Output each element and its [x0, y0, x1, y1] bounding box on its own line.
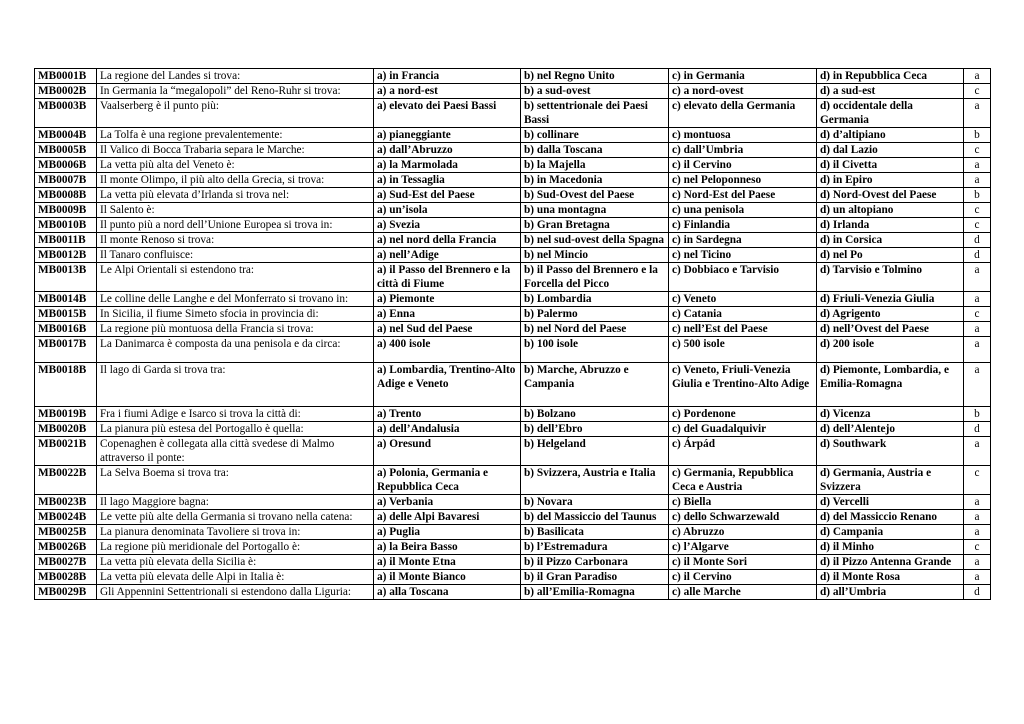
correct-answer: a [964, 322, 991, 337]
question-code: MB0005B [35, 143, 97, 158]
correct-answer: a [964, 525, 991, 540]
question-text: Il lago di Garda si trova tra: [97, 363, 374, 407]
question-text: Il lago Maggiore bagna: [97, 495, 374, 510]
option-c: c) Veneto, Friuli-Venezia Giulia e Trentino-Alto Adige [669, 363, 817, 407]
question-code: MB0007B [35, 173, 97, 188]
option-b: b) Basilicata [521, 525, 669, 540]
question-text: La pianura più estesa del Portogallo è quella: [97, 422, 374, 437]
question-code: MB0019B [35, 407, 97, 422]
question-code: MB0029B [35, 585, 97, 600]
option-c: c) dall’Umbria [669, 143, 817, 158]
correct-answer: c [964, 84, 991, 99]
question-code: MB0022B [35, 466, 97, 495]
option-c: c) Germania, Repubblica Ceca e Austria [669, 466, 817, 495]
option-a: a) un’isola [374, 203, 521, 218]
table-row [35, 173, 991, 188]
table-row [35, 466, 991, 495]
option-d: d) il Pizzo Antenna Grande [817, 555, 964, 570]
option-b: b) Sud-Ovest del Paese [521, 188, 669, 203]
table-row [35, 407, 991, 422]
option-c: c) Catania [669, 307, 817, 322]
option-a: a) alla Toscana [374, 585, 521, 600]
correct-answer: d [964, 422, 991, 437]
option-b: b) a sud-ovest [521, 84, 669, 99]
option-a: a) Polonia, Germania e Repubblica Ceca [374, 466, 521, 495]
option-b: b) l’Estremadura [521, 540, 669, 555]
question-code: MB0008B [35, 188, 97, 203]
question-text: La vetta più elevata della Sicilia è: [97, 555, 374, 570]
correct-answer: c [964, 218, 991, 233]
question-code: MB0013B [35, 263, 97, 292]
question-code: MB0001B [35, 69, 97, 84]
option-a: a) in Tessaglia [374, 173, 521, 188]
option-a: a) il Monte Etna [374, 555, 521, 570]
question-code: MB0017B [35, 337, 97, 363]
option-d: d) Campania [817, 525, 964, 540]
option-d: d) d’altipiano [817, 128, 964, 143]
question-text: La vetta più elevata delle Alpi in Italia è: [97, 570, 374, 585]
option-a: a) il Monte Bianco [374, 570, 521, 585]
quiz-sheet [34, 68, 991, 600]
table-row [35, 585, 991, 600]
option-a: a) il Passo del Brennero e la città di Fiume [374, 263, 521, 292]
quiz-table [34, 68, 991, 600]
correct-answer: a [964, 158, 991, 173]
question-code: MB0023B [35, 495, 97, 510]
option-a: a) in Francia [374, 69, 521, 84]
option-b: b) Bolzano [521, 407, 669, 422]
option-a: a) a nord-est [374, 84, 521, 99]
option-a: a) Piemonte [374, 292, 521, 307]
question-text: Il Valico di Bocca Trabaria separa le Marche: [97, 143, 374, 158]
question-code: MB0020B [35, 422, 97, 437]
table-row [35, 540, 991, 555]
option-c: c) 500 isole [669, 337, 817, 363]
question-code: MB0021B [35, 437, 97, 466]
option-b: b) Svizzera, Austria e Italia [521, 466, 669, 495]
option-c: c) in Germania [669, 69, 817, 84]
option-c: c) Abruzzo [669, 525, 817, 540]
option-d: d) del Massiccio Renano [817, 510, 964, 525]
option-c: c) nel Ticino [669, 248, 817, 263]
option-a: a) dall’Abruzzo [374, 143, 521, 158]
correct-answer: a [964, 570, 991, 585]
option-c: c) il Monte Sori [669, 555, 817, 570]
option-c: c) a nord-ovest [669, 84, 817, 99]
option-d: d) dal Lazio [817, 143, 964, 158]
option-a: a) nel nord della Francia [374, 233, 521, 248]
question-text: Le Alpi Orientali si estendono tra: [97, 263, 374, 292]
option-c: c) Finlandia [669, 218, 817, 233]
option-d: d) a sud-est [817, 84, 964, 99]
table-row [35, 128, 991, 143]
table-row [35, 203, 991, 218]
table-row [35, 69, 991, 84]
question-code: MB0006B [35, 158, 97, 173]
correct-answer: a [964, 510, 991, 525]
question-code: MB0004B [35, 128, 97, 143]
table-row [35, 292, 991, 307]
table-row [35, 570, 991, 585]
option-b: b) nel sud-ovest della Spagna [521, 233, 669, 248]
question-code: MB0015B [35, 307, 97, 322]
question-code: MB0027B [35, 555, 97, 570]
question-text: Il punto più a nord dell’Unione Europea si trova in: [97, 218, 374, 233]
option-d: d) dell’Alentejo [817, 422, 964, 437]
option-c: c) del Guadalquivir [669, 422, 817, 437]
table-row [35, 495, 991, 510]
option-d: d) Agrigento [817, 307, 964, 322]
table-row [35, 363, 991, 407]
question-text: Il Tanaro confluisce: [97, 248, 374, 263]
option-a: a) dell’Andalusia [374, 422, 521, 437]
correct-answer: a [964, 337, 991, 363]
table-row [35, 437, 991, 466]
option-c: c) Veneto [669, 292, 817, 307]
option-d: d) 200 isole [817, 337, 964, 363]
option-d: d) Friuli-Venezia Giulia [817, 292, 964, 307]
option-d: d) Germania, Austria e Svizzera [817, 466, 964, 495]
correct-answer: c [964, 466, 991, 495]
option-b: b) il Gran Paradiso [521, 570, 669, 585]
option-c: c) alle Marche [669, 585, 817, 600]
option-d: d) nell’Ovest del Paese [817, 322, 964, 337]
question-text: Copenaghen è collegata alla città svedese di Malmo attraverso il ponte: [97, 437, 374, 466]
correct-answer: a [964, 437, 991, 466]
option-b: b) Gran Bretagna [521, 218, 669, 233]
correct-answer: b [964, 407, 991, 422]
question-text: Il monte Renoso si trova: [97, 233, 374, 248]
option-d: d) in Repubblica Ceca [817, 69, 964, 84]
table-row [35, 422, 991, 437]
option-d: d) in Epiro [817, 173, 964, 188]
option-b: b) nel Regno Unito [521, 69, 669, 84]
option-a: a) Sud-Est del Paese [374, 188, 521, 203]
question-text: La regione più meridionale del Portogallo è: [97, 540, 374, 555]
correct-answer: d [964, 585, 991, 600]
option-c: c) una penisola [669, 203, 817, 218]
quiz-table-body [35, 69, 991, 600]
table-row [35, 322, 991, 337]
question-text: Gli Appennini Settentrionali si estendono dalla Liguria: [97, 585, 374, 600]
option-d: d) Nord-Ovest del Paese [817, 188, 964, 203]
option-b: b) Helgeland [521, 437, 669, 466]
question-text: Le colline delle Langhe e del Monferrato si trovano in: [97, 292, 374, 307]
correct-answer: a [964, 99, 991, 128]
table-row [35, 248, 991, 263]
option-d: d) il Minho [817, 540, 964, 555]
question-text: La vetta più alta del Veneto è: [97, 158, 374, 173]
question-code: MB0010B [35, 218, 97, 233]
option-d: d) Piemonte, Lombardia, e Emilia-Romagna [817, 363, 964, 407]
table-row [35, 218, 991, 233]
option-b: b) dalla Toscana [521, 143, 669, 158]
table-row [35, 233, 991, 248]
table-row [35, 337, 991, 363]
option-b: b) il Passo del Brennero e la Forcella del Picco [521, 263, 669, 292]
option-d: d) il Civetta [817, 158, 964, 173]
option-b: b) Palermo [521, 307, 669, 322]
question-text: La vetta più elevata d’Irlanda si trova nel: [97, 188, 374, 203]
option-c: c) Pordenone [669, 407, 817, 422]
option-c: c) Biella [669, 495, 817, 510]
table-row [35, 188, 991, 203]
option-a: a) la Marmolada [374, 158, 521, 173]
question-code: MB0002B [35, 84, 97, 99]
question-code: MB0024B [35, 510, 97, 525]
correct-answer: d [964, 248, 991, 263]
correct-answer: a [964, 555, 991, 570]
option-d: d) all’Umbria [817, 585, 964, 600]
question-code: MB0028B [35, 570, 97, 585]
option-d: d) Tarvisio e Tolmino [817, 263, 964, 292]
option-a: a) 400 isole [374, 337, 521, 363]
option-d: d) Irlanda [817, 218, 964, 233]
question-code: MB0011B [35, 233, 97, 248]
option-d: d) Vercelli [817, 495, 964, 510]
option-b: b) Novara [521, 495, 669, 510]
option-a: a) nel Sud del Paese [374, 322, 521, 337]
correct-answer: d [964, 233, 991, 248]
option-a: a) Oresund [374, 437, 521, 466]
option-c: c) l’Algarve [669, 540, 817, 555]
correct-answer: a [964, 292, 991, 307]
correct-answer: c [964, 307, 991, 322]
option-c: c) elevato della Germania [669, 99, 817, 128]
question-text: La Selva Boema si trova tra: [97, 466, 374, 495]
option-b: b) la Majella [521, 158, 669, 173]
option-b: b) una montagna [521, 203, 669, 218]
option-d: d) nel Po [817, 248, 964, 263]
correct-answer: b [964, 128, 991, 143]
option-c: c) dello Schwarzewald [669, 510, 817, 525]
option-b: b) dell’Ebro [521, 422, 669, 437]
question-text: La Danimarca è composta da una penisola e da circa: [97, 337, 374, 363]
table-row [35, 99, 991, 128]
option-b: b) all’Emilia-Romagna [521, 585, 669, 600]
option-a: a) delle Alpi Bavaresi [374, 510, 521, 525]
question-code: MB0018B [35, 363, 97, 407]
option-c: c) nel Peloponneso [669, 173, 817, 188]
question-text: Fra i fiumi Adige e Isarco si trova la città di: [97, 407, 374, 422]
question-code: MB0025B [35, 525, 97, 540]
option-c: c) Nord-Est del Paese [669, 188, 817, 203]
option-c: c) in Sardegna [669, 233, 817, 248]
option-c: c) nell’Est del Paese [669, 322, 817, 337]
option-b: b) il Pizzo Carbonara [521, 555, 669, 570]
option-a: a) elevato dei Paesi Bassi [374, 99, 521, 128]
option-a: a) Trento [374, 407, 521, 422]
correct-answer: a [964, 363, 991, 407]
table-row [35, 158, 991, 173]
question-code: MB0009B [35, 203, 97, 218]
table-row [35, 84, 991, 99]
option-d: d) Vicenza [817, 407, 964, 422]
question-text: In Germania la “megalopoli” del Reno-Ruhr si trova: [97, 84, 374, 99]
question-code: MB0026B [35, 540, 97, 555]
question-text: Il monte Olimpo, il più alto della Grecia, si trova: [97, 173, 374, 188]
table-row [35, 510, 991, 525]
option-c: c) Árpád [669, 437, 817, 466]
option-a: a) pianeggiante [374, 128, 521, 143]
question-text: La Tolfa è una regione prevalentemente: [97, 128, 374, 143]
option-a: a) Puglia [374, 525, 521, 540]
correct-answer: a [964, 69, 991, 84]
option-d: d) un altopiano [817, 203, 964, 218]
option-b: b) in Macedonia [521, 173, 669, 188]
question-code: MB0003B [35, 99, 97, 128]
option-c: c) montuosa [669, 128, 817, 143]
table-row [35, 525, 991, 540]
question-code: MB0014B [35, 292, 97, 307]
option-b: b) del Massiccio del Taunus [521, 510, 669, 525]
question-text: Le vette più alte della Germania si trovano nella catena: [97, 510, 374, 525]
option-a: a) la Beira Basso [374, 540, 521, 555]
question-text: La pianura denominata Tavoliere si trova in: [97, 525, 374, 540]
correct-answer: a [964, 263, 991, 292]
option-b: b) nel Mincio [521, 248, 669, 263]
option-d: d) il Monte Rosa [817, 570, 964, 585]
question-text: In Sicilia, il fiume Simeto sfocia in provincia di: [97, 307, 374, 322]
option-a: a) Enna [374, 307, 521, 322]
option-d: d) Southwark [817, 437, 964, 466]
option-a: a) Lombardia, Trentino-Alto Adige e Veneto [374, 363, 521, 407]
option-d: d) occidentale della Germania [817, 99, 964, 128]
table-row [35, 263, 991, 292]
correct-answer: b [964, 188, 991, 203]
correct-answer: a [964, 495, 991, 510]
question-text: La regione del Landes si trova: [97, 69, 374, 84]
option-b: b) settentrionale dei Paesi Bassi [521, 99, 669, 128]
option-b: b) 100 isole [521, 337, 669, 363]
table-row [35, 143, 991, 158]
option-b: b) nel Nord del Paese [521, 322, 669, 337]
correct-answer: c [964, 540, 991, 555]
option-a: a) Verbania [374, 495, 521, 510]
option-c: c) il Cervino [669, 570, 817, 585]
question-code: MB0012B [35, 248, 97, 263]
table-row [35, 307, 991, 322]
correct-answer: c [964, 203, 991, 218]
option-b: b) Marche, Abruzzo e Campania [521, 363, 669, 407]
option-d: d) in Corsica [817, 233, 964, 248]
correct-answer: a [964, 173, 991, 188]
option-c: c) il Cervino [669, 158, 817, 173]
question-text: La regione più montuosa della Francia si trova: [97, 322, 374, 337]
question-code: MB0016B [35, 322, 97, 337]
option-a: a) nell’Adige [374, 248, 521, 263]
question-text: Vaalserberg è il punto più: [97, 99, 374, 128]
option-b: b) Lombardia [521, 292, 669, 307]
correct-answer: c [964, 143, 991, 158]
option-b: b) collinare [521, 128, 669, 143]
table-row [35, 555, 991, 570]
option-a: a) Svezia [374, 218, 521, 233]
question-text: Il Salento è: [97, 203, 374, 218]
option-c: c) Dobbiaco e Tarvisio [669, 263, 817, 292]
